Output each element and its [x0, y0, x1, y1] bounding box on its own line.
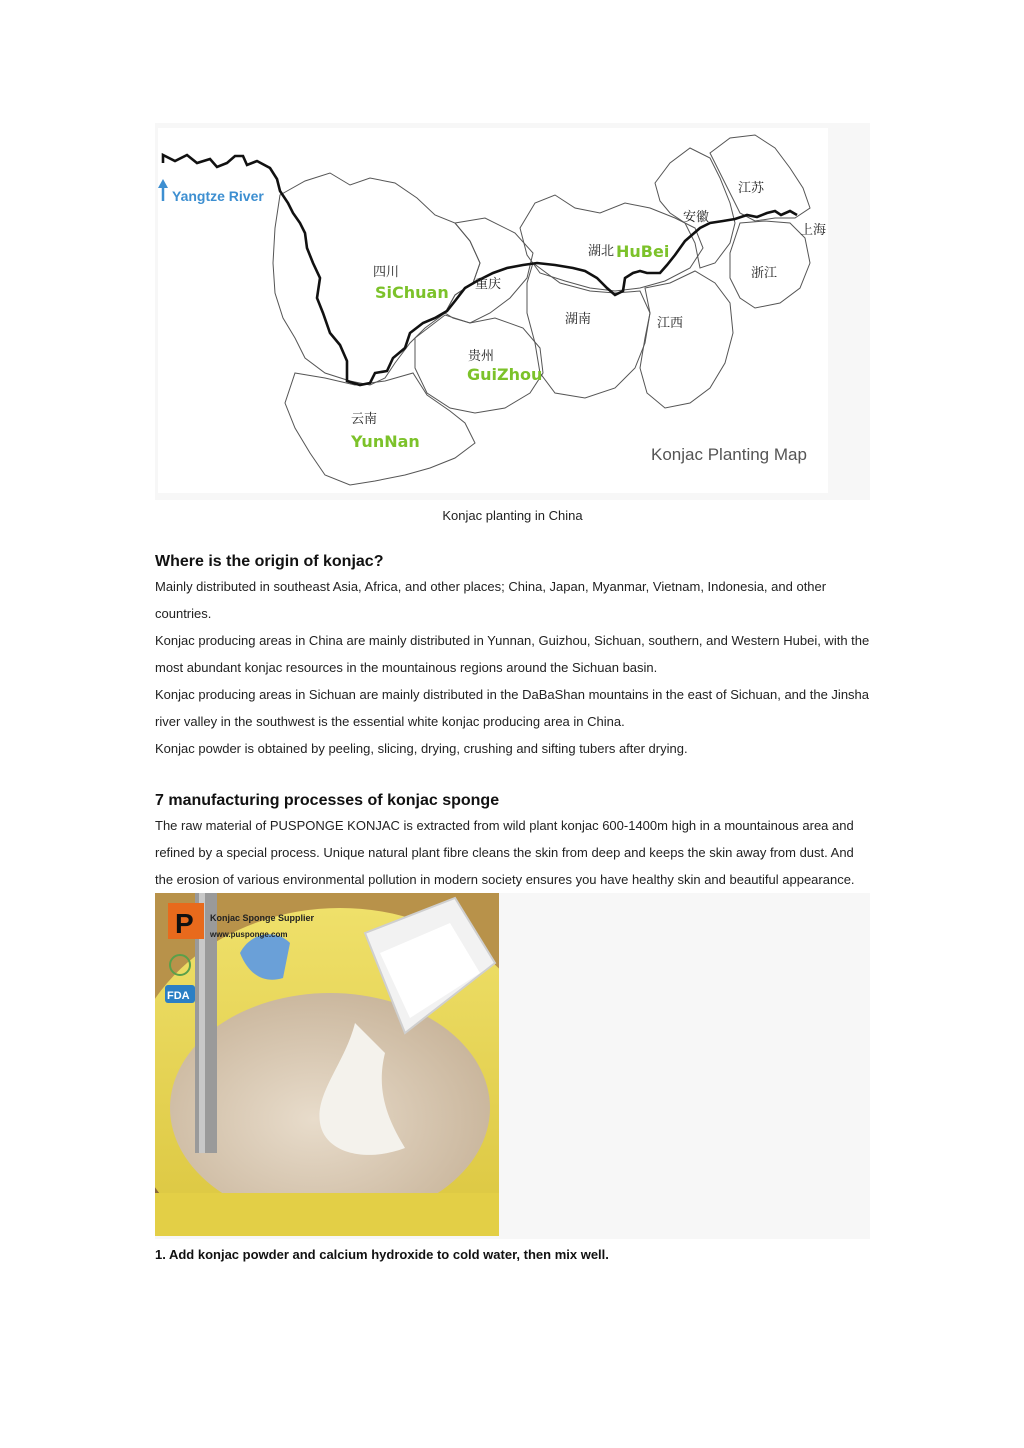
step-1-text: 1. Add konjac powder and calcium hydroxide to cold water, then mix well.: [155, 1247, 609, 1262]
page-content: [155, 123, 870, 1262]
map-title: Konjac Planting Map: [651, 445, 807, 464]
region-en-sichuan: SiChuan: [375, 283, 449, 302]
region-cn-yunnan: 云南: [351, 412, 378, 427]
region-en-yunnan: YunNan: [351, 432, 420, 451]
website-text: www.pusponge.com: [210, 930, 288, 939]
region-cn-jiangsu: 江苏: [738, 181, 765, 196]
region-en-guizhou: GuiZhou: [467, 365, 543, 384]
region-cn-hunan: 湖南: [565, 312, 592, 327]
region-cn-jiangxi: 江西: [657, 316, 684, 331]
mixing-bucket-photo: [155, 893, 499, 1236]
region-en-hubei: HuBei: [616, 242, 670, 261]
konjac-planting-map: [155, 123, 870, 500]
region-cn-shanghai: 上海: [800, 223, 827, 238]
svg-text:P: P: [175, 908, 194, 939]
process-photo-frame: [155, 893, 870, 1239]
section-process-body: [155, 812, 870, 893]
origin-paragraph-1: Mainly distributed in southeast Asia, Africa, and other places; China, Japan, Myanmar, Vietnam, Indonesia, and other countries.: [155, 579, 827, 621]
region-cn-chongqing: 重庆: [475, 277, 502, 292]
origin-paragraph-4: Konjac powder is obtained by peeling, slicing, drying, crushing and sifting tubers after drying.: [155, 741, 688, 756]
region-cn-zhejiang: 浙江: [751, 266, 778, 281]
map-svg: [155, 123, 870, 500]
section-process-title: 7 manufacturing processes of konjac sponge: [155, 792, 500, 809]
section-origin-body: [155, 573, 870, 762]
process-paragraph: The raw material of PUSPONGE KONJAC is extracted from wild plant konjac 600-1400m high in a mountainous area and refined by a special process. Unique natural plant fibre cleans the skin from deep and keeps the skin away from dust. And the erosion of various environmental pollution in modern society ensures you have healthy skin and beautiful appearance.: [155, 818, 855, 887]
region-cn-guizhou: 贵州: [468, 349, 495, 364]
supplier-text: Konjac Sponge Supplier: [210, 913, 315, 923]
river-label: Yangtze River: [172, 188, 264, 204]
region-cn-sichuan: 四川: [373, 265, 400, 280]
origin-paragraph-2: Konjac producing areas in China are mainly distributed in Yunnan, Guizhou, Sichuan, southern, and Western Hubei, with the most abundant konjac resources in the mountainous regions around the Sichuan basin.: [155, 633, 870, 675]
region-cn-anhui: 安徽: [683, 210, 710, 225]
svg-text:FDA: FDA: [167, 990, 190, 1002]
origin-paragraph-3: Konjac producing areas in Sichuan are mainly distributed in the DaBaShan mountains in the east of Sichuan, and the Jinsha river valley in the southwest is the essential white konjac producing area in China.: [155, 687, 870, 729]
section-origin-title: Where is the origin of konjac?: [155, 553, 384, 570]
region-cn-hubei: 湖北: [588, 244, 615, 259]
map-caption: Konjac planting in China: [442, 508, 583, 523]
